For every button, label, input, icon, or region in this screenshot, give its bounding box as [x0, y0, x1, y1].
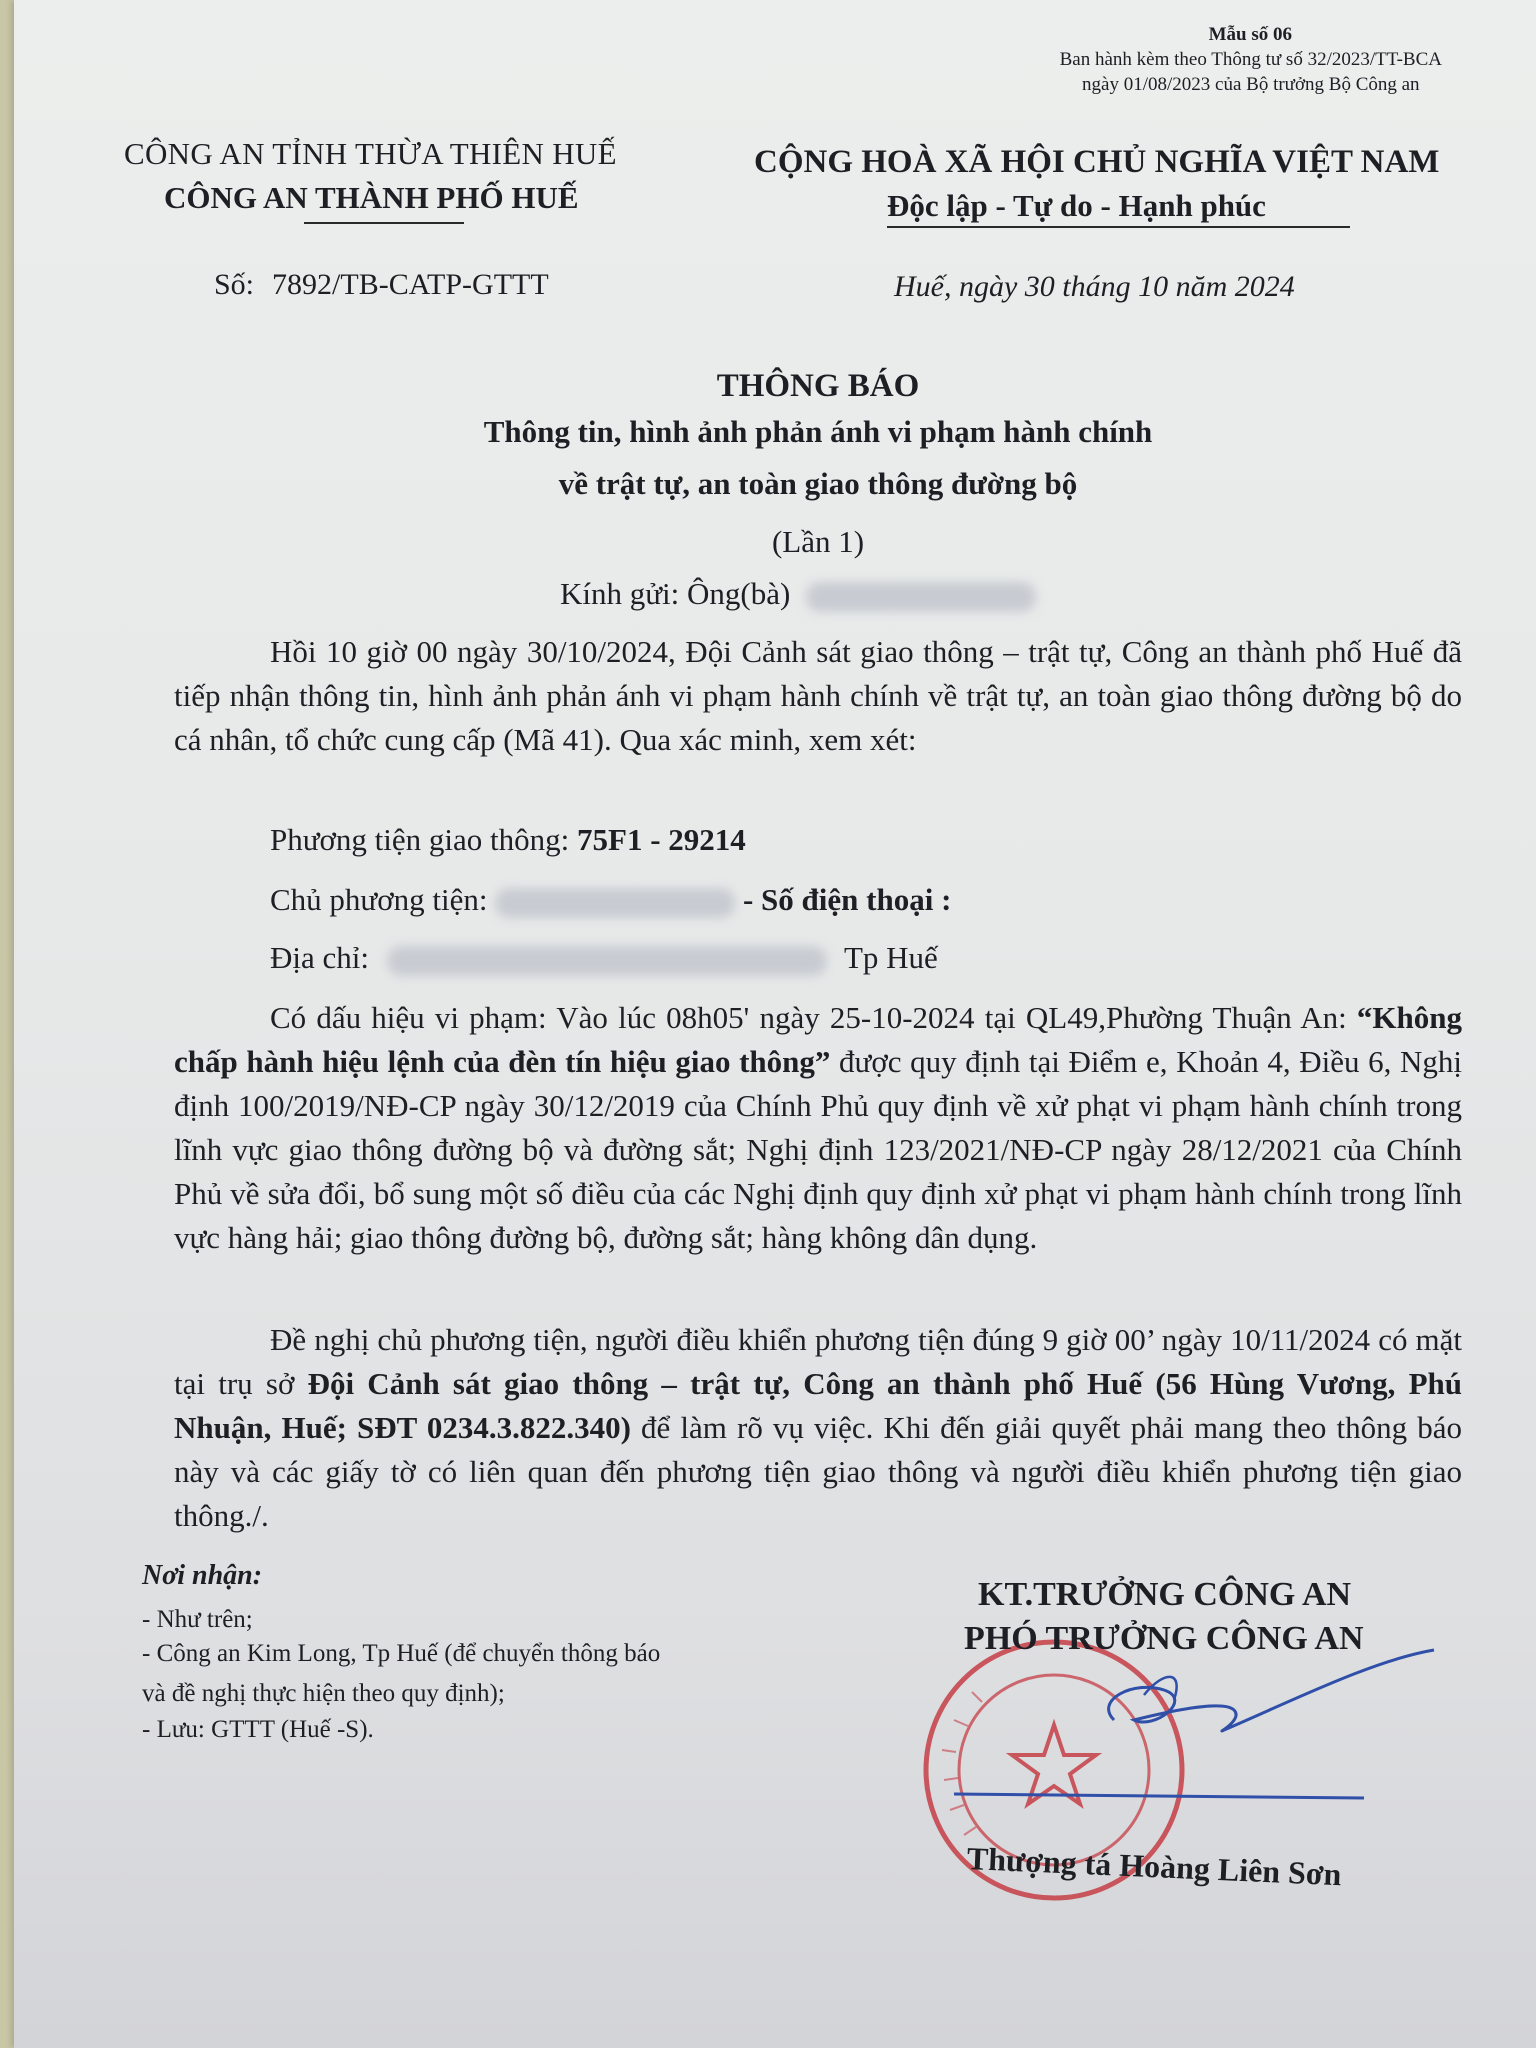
- phone-label: - Số điện thoại :: [742, 882, 952, 917]
- document-number-label: Số:: [214, 268, 255, 301]
- owner-label: Chủ phương tiện:: [270, 882, 488, 917]
- form-issued-line1: Ban hành kèm theo Thông tư số 32/2023/TT-BCA: [1059, 49, 1442, 70]
- nation-title: CỘNG HOÀ XÃ HỘI CHỦ NGHĨA VIỆT NAM: [754, 144, 1440, 180]
- violation-prefix: Có dấu hiệu vi phạm: Vào lúc 08h05' ngày 25-10-2024 tại QL49,Phường Thuận An:: [270, 1000, 1357, 1035]
- form-number: Mẫu số 06: [1208, 24, 1292, 45]
- document-subtitle-2: về trật tự, an toàn giao thông đường bộ: [558, 466, 1078, 501]
- document-number: [214, 268, 549, 302]
- document-date: Huế, ngày 30 tháng 10 năm 2024: [894, 270, 1295, 303]
- vehicle-plate: 75F1 - 29214: [577, 822, 746, 857]
- vehicle-label: Phương tiện giao thông:: [270, 822, 570, 857]
- notice-round: (Lần 1): [771, 524, 865, 559]
- violation-paragraph: [174, 996, 1462, 1260]
- recipient-item: - Như trên;: [142, 1606, 253, 1633]
- form-note: [1060, 22, 1442, 97]
- document-subtitle-1: Thông tin, hình ảnh phản ánh vi phạm hành chính: [483, 414, 1153, 449]
- request-rest: để làm rõ vụ việc. Khi đến giải quyết phải mang theo thông báo này và các giấy tờ có liên quan đến phương tiện giao thông và người điều khiển phương tiện giao thông./.: [174, 1410, 1462, 1533]
- addressee: [560, 576, 1036, 612]
- org-parent: CÔNG AN TỈNH THỪA THIÊN HUẾ: [124, 136, 617, 171]
- intro-text: Hồi 10 giờ 00 ngày 30/10/2024, Đội Cảnh sát giao thông – trật tự, Công an thành phố Huế đã tiếp nhận thông tin, hình ảnh phản ánh vi phạm hành chính về trật tự, an toàn giao thông đường bộ do cá nhân, tổ chức cung cấp (Mã 41). Qua xác minh, xem xét:: [174, 634, 1462, 757]
- redacted-name: [806, 582, 1036, 612]
- redacted-owner: [495, 888, 735, 918]
- motto-underline: [887, 226, 1350, 228]
- intro-paragraph: [174, 630, 1462, 762]
- form-issued-line2: ngày 01/08/2023 của Bộ trưởng Bộ Công an: [1082, 74, 1420, 95]
- recipient-item: - Lưu: GTTT (Huế -S).: [142, 1716, 374, 1743]
- handwritten-signature: [1074, 1640, 1444, 1760]
- request-paragraph: [174, 1318, 1462, 1538]
- signer-name: Thượng tá Hoàng Liên Sơn: [966, 1840, 1343, 1893]
- request-location: Đội Cảnh sát giao thông – trật tự, Công an thành phố Huế (56 Hùng Vương, Phú Nhuận, Huế; SĐT 0234.3.822.340): [174, 1366, 1462, 1445]
- signature-title-2: PHÓ TRƯỞNG CÔNG AN: [964, 1620, 1364, 1657]
- violation-quote: “Không chấp hành hiệu lệnh của đèn tín hiệu giao thông”: [174, 1000, 1462, 1079]
- addressee-label: Kính gửi: Ông(bà): [560, 576, 791, 611]
- signature-title-1: KT.TRƯỞNG CÔNG AN: [978, 1576, 1352, 1613]
- signature-ink-line: [954, 1790, 1364, 1802]
- address-line: [270, 940, 938, 976]
- document-page: [14, 0, 1536, 2048]
- document-title: THÔNG BÁO: [716, 368, 920, 404]
- vehicle-line: [270, 822, 746, 858]
- document-number-value: 7892/TB-CATP-GTTT: [272, 268, 549, 301]
- address-label: Địa chỉ:: [270, 940, 369, 975]
- address-suffix: Tp Huế: [843, 940, 938, 975]
- org-name: CÔNG AN THÀNH PHỐ HUẾ: [164, 180, 579, 215]
- recipient-item: và đề nghị thực hiện theo quy định);: [142, 1680, 505, 1707]
- redacted-address: [387, 946, 827, 976]
- recipients-title: Nơi nhận:: [142, 1560, 263, 1591]
- motto: Độc lập - Tự do - Hạnh phúc: [887, 188, 1266, 223]
- violation-rest: được quy định tại Điểm e, Khoản 4, Điều 6, Nghị định 100/2019/NĐ-CP ngày 30/12/2019 của Chính Phủ quy định về xử phạt vi phạm hành chính trong lĩnh vực giao thông đường bộ và đường sắt; Nghị định 123/2021/NĐ-CP ngày 28/12/2021 của Chính Phủ về sửa đổi, bổ sung một số điều của các Nghị định quy định xử phạt vi phạm hành chính trong lĩnh vực hàng hải; giao thông đường bộ, đường sắt; hàng không dân dụng.: [174, 1044, 1463, 1255]
- org-underline: [304, 222, 464, 224]
- owner-line: [270, 882, 951, 918]
- request-prefix: Đề nghị chủ phương tiện, người điều khiển phương tiện đúng 9 giờ 00’ ngày 10/11/2024 có mặt tại trụ sở: [174, 1322, 1462, 1401]
- recipient-item: - Công an Kim Long, Tp Huế (để chuyển thông báo: [142, 1640, 661, 1667]
